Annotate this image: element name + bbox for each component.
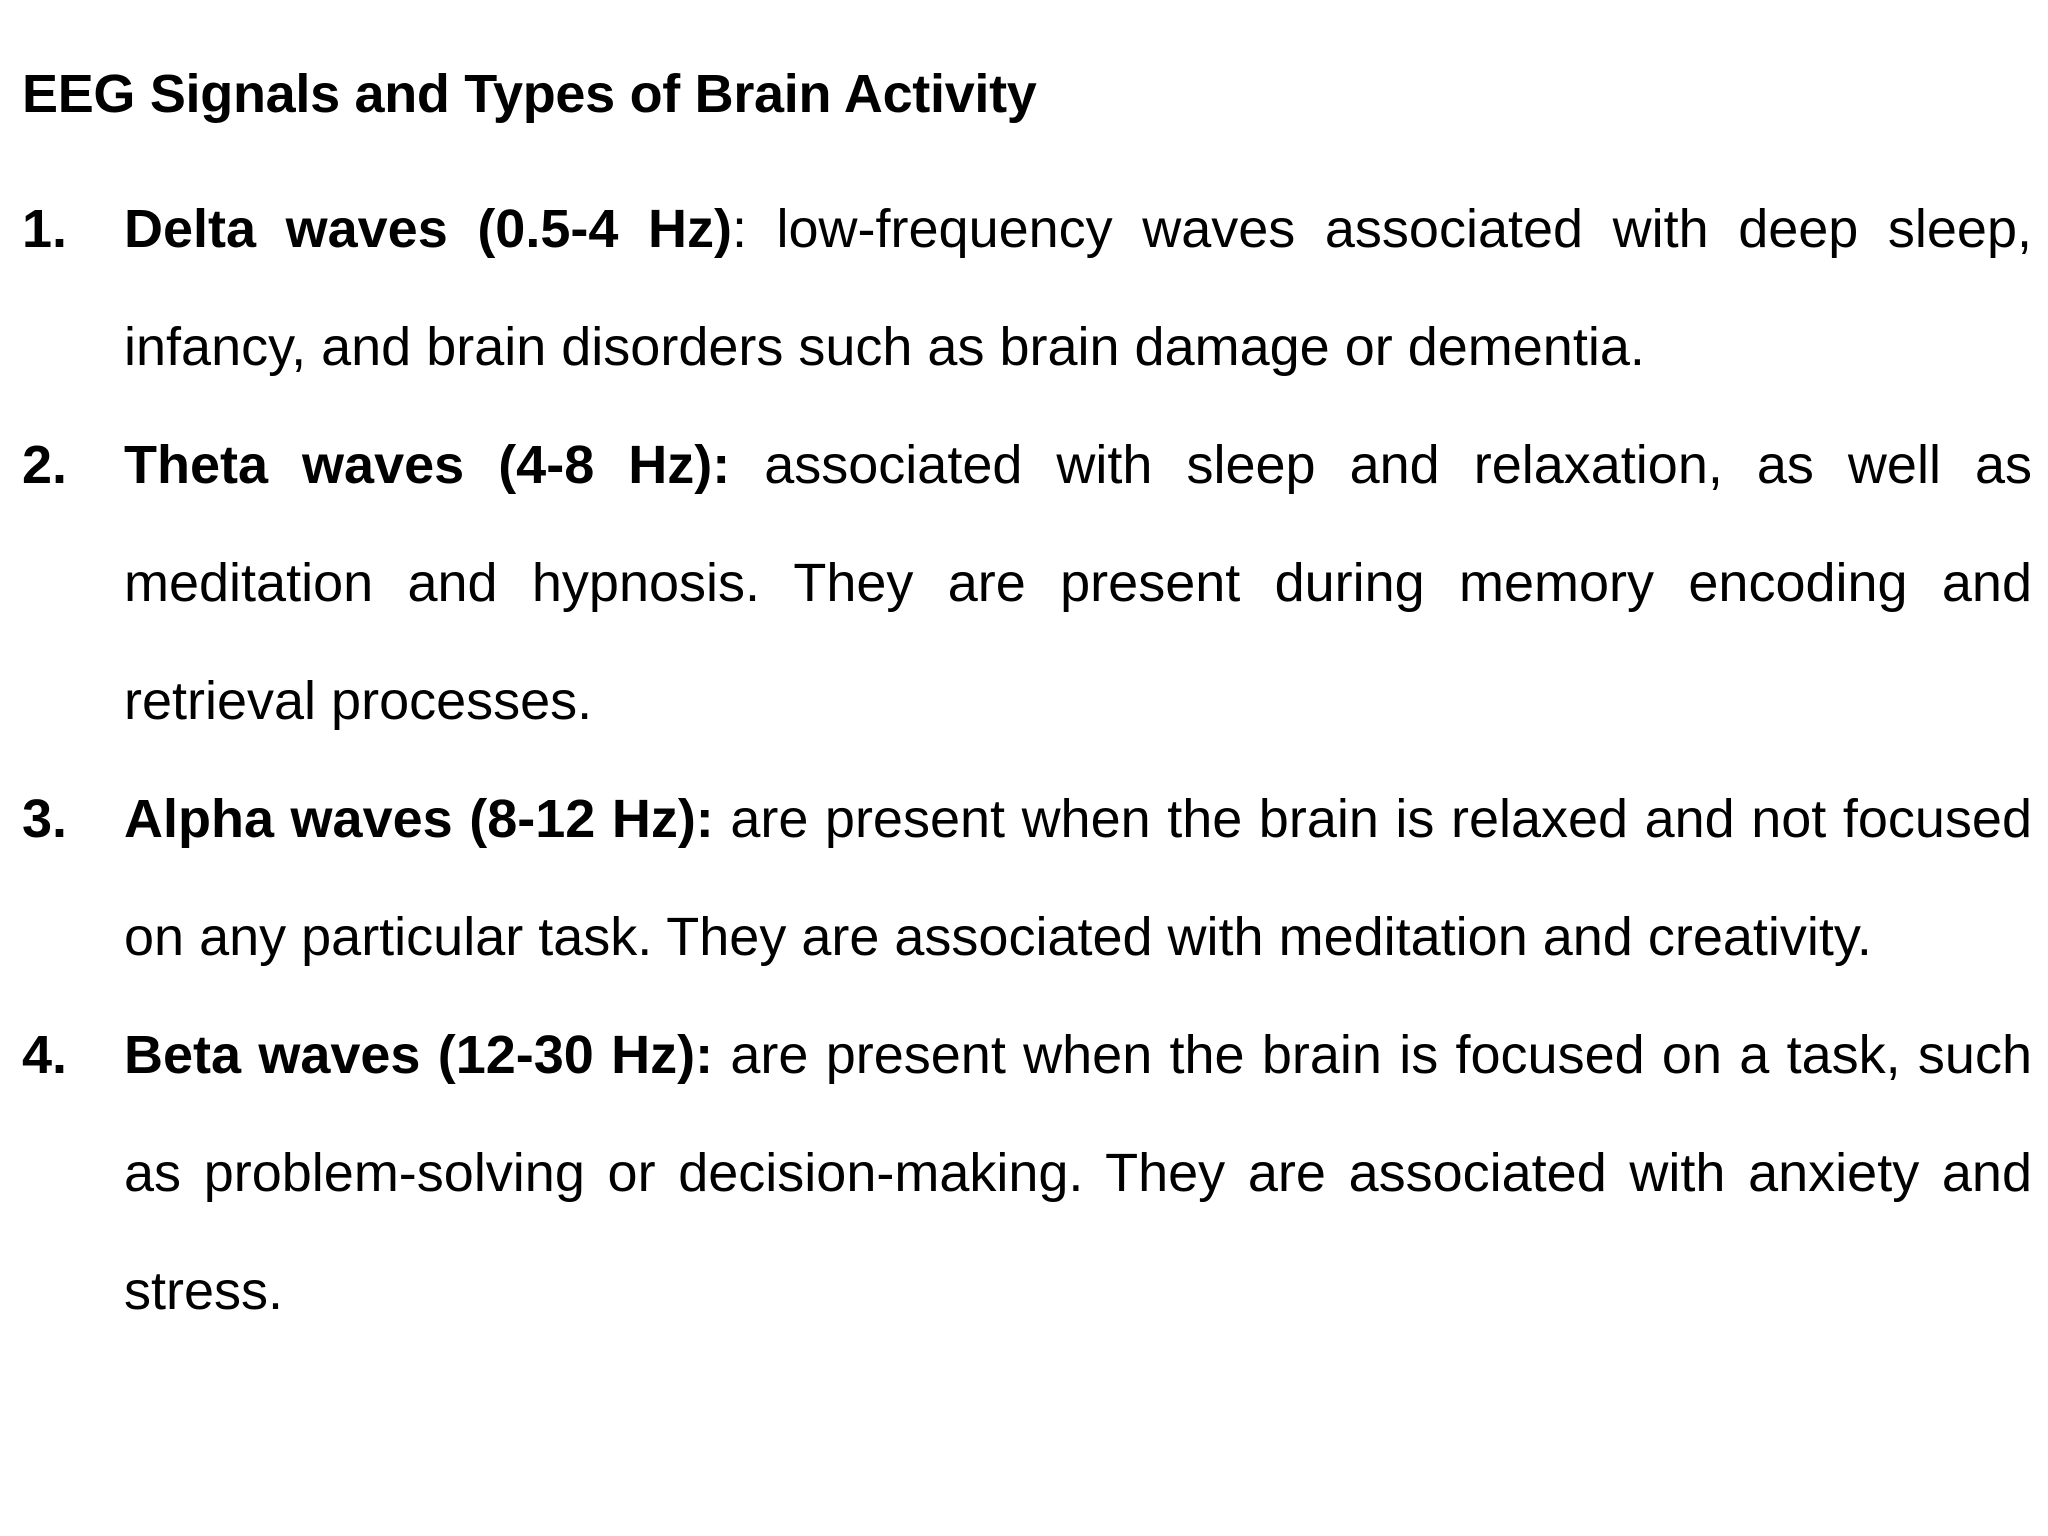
list-description: associated with sleep and relaxation, as well as meditation and hypnosis. They are present during memory encoding and retrieval processes. [124,435,2033,731]
list-number: 3. [22,789,68,849]
list-description: low-frequency waves associated with deep sleep, infancy, and brain disorders such as brain damage or dementia. [124,199,2032,377]
list-term: Beta waves (12-30 Hz): [124,1025,714,1085]
wave-types-list [22,170,2032,1350]
list-description: are present when the brain is focused on a task, such as problem-solving or decision-making. They are associated with anxiety and stress. [124,1025,2032,1321]
list-number: 1. [22,199,68,259]
list-item-alpha [22,760,2032,996]
list-description: are present when the brain is relaxed and not focused on any particular task. They are associated with meditation and creativity. [124,789,2032,967]
list-number: 2. [22,435,68,495]
list-term: Delta waves (0.5-4 Hz) [124,199,732,259]
page-title: EEG Signals and Types of Brain Activity [22,64,1037,124]
list-number: 4. [22,1025,68,1085]
document-body [22,58,2032,1350]
list-item-theta [22,406,2032,760]
list-term: Theta waves (4-8 Hz): [124,435,731,495]
list-separator: : [731,199,747,259]
list-item-delta [22,170,2032,406]
list-term: Alpha waves (8-12 Hz): [124,789,714,849]
list-item-beta [22,996,2032,1350]
